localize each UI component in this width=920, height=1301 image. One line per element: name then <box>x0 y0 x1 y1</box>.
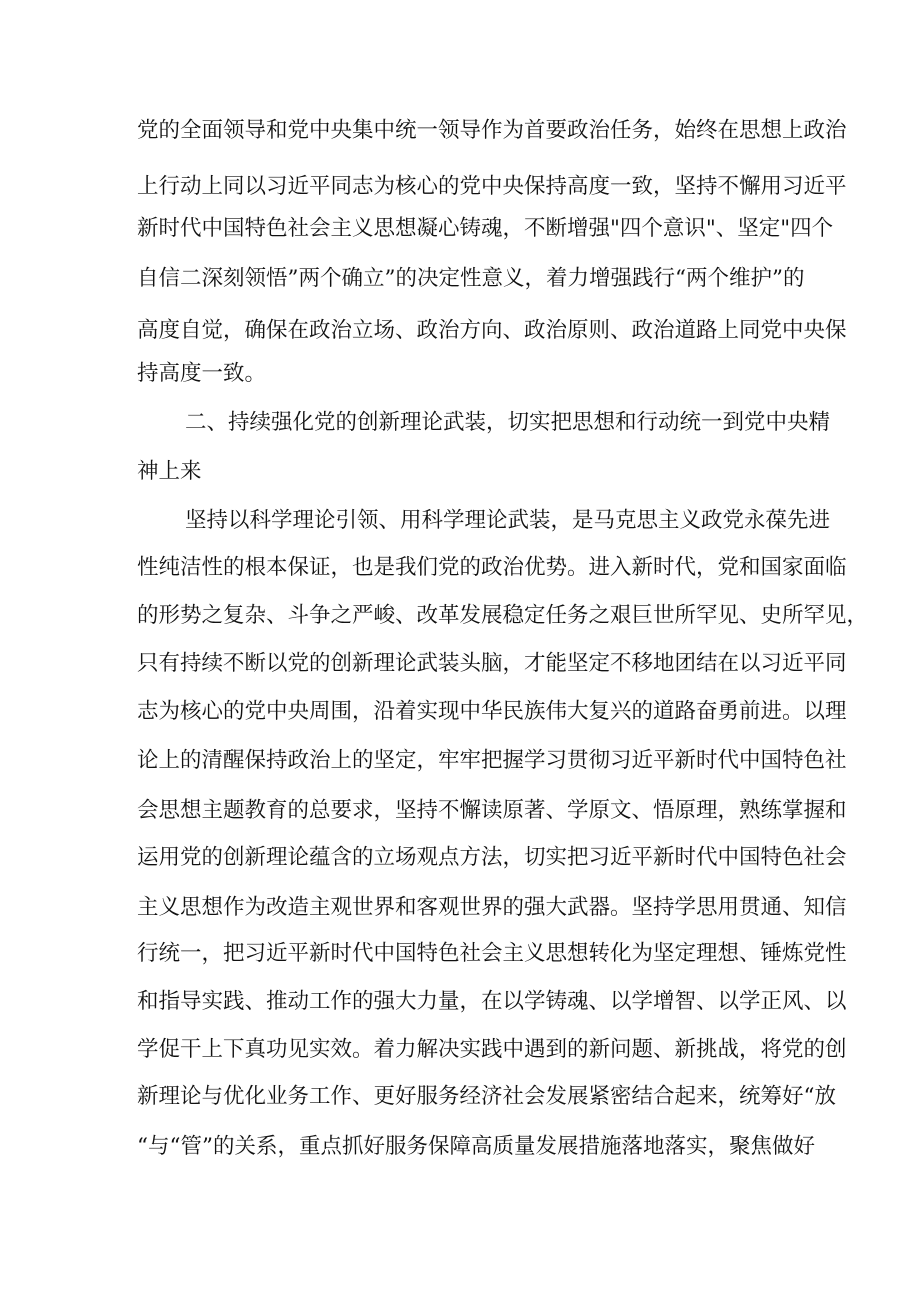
text-line: 和指导实践、推动工作的强大力量，在以学铸魂、以学增智、以学正风、以 <box>137 989 847 1014</box>
text-line: 运用党的创新理论蕴含的立场观点方法，切实把习近平新时代中国特色社会 <box>137 845 847 870</box>
text-line: 党的全面领导和党中央集中统一领导作为首要政治任务，始终在思想上政治 <box>137 118 847 143</box>
text-line: 持高度一致。 <box>137 361 267 386</box>
text-line: 高度自觉，确保在政治立场、政治方向、政治原则、政治道路上同党中央保 <box>137 318 847 343</box>
text-line: 的形势之复杂、斗争之严峻、改革发展稳定任务之艰巨世所罕见、史所罕见， <box>137 603 869 628</box>
text-line: 主义思想作为改造主观世界和客观世界的强大武器。坚持学思用贯通、知信 <box>137 895 847 920</box>
text-line: 新理论与优化业务工作、更好服务经济社会发展紧密结合起来，统筹好“放 <box>137 1084 836 1109</box>
text-line: 学促干上下真功见实效。着力解决实践中遇到的新问题、新挑战，将党的创 <box>137 1037 847 1062</box>
section-heading-line: 神上来 <box>137 459 202 484</box>
text-line: 志为核心的党中央周围，沿着实现中华民族伟大复兴的道路奋勇前进。以理 <box>137 699 847 724</box>
text-line: 自信二深刻领悟”两个确立”的决定性意义，着力增强践行“两个维护”的 <box>137 266 805 291</box>
text-line: 上行动上同以习近平同志为核心的党中央保持高度一致，坚持不懈用习近平 <box>137 174 847 199</box>
text-line: 论上的清醒保持政治上的坚定，牢牢把握学习贯彻习近平新时代中国特色社 <box>137 748 847 773</box>
text-line: 坚持以科学理论引领、用科学理论武装，是马克思主义政党永葆先进 <box>185 508 831 533</box>
text-line: 行统一，把习近平新时代中国特色社会主义思想转化为坚定理想、锤炼党性 <box>137 941 847 966</box>
text-line: “与“管”的关系，重点抓好服务保障高质量发展措施落地落实，聚焦做好 <box>137 1134 815 1159</box>
section-heading-line: 二、持续强化党的创新理论武装，切实把思想和行动统一到党中央精 <box>185 410 831 435</box>
text-line: 会思想主题教育的总要求，坚持不懈读原著、学原文、悟原理，熟练掌握和 <box>137 798 847 823</box>
text-line: 只有持续不断以党的创新理论武装头脑，才能坚定不移地团结在以习近平同 <box>137 651 847 676</box>
text-line: 新时代中国特色社会主义思想凝心铸魂，不断增强"四个意识"、坚定"四个 <box>137 216 834 241</box>
text-line: 性纯洁性的根本保证，也是我们党的政治优势。进入新时代，党和国家面临 <box>137 555 847 580</box>
